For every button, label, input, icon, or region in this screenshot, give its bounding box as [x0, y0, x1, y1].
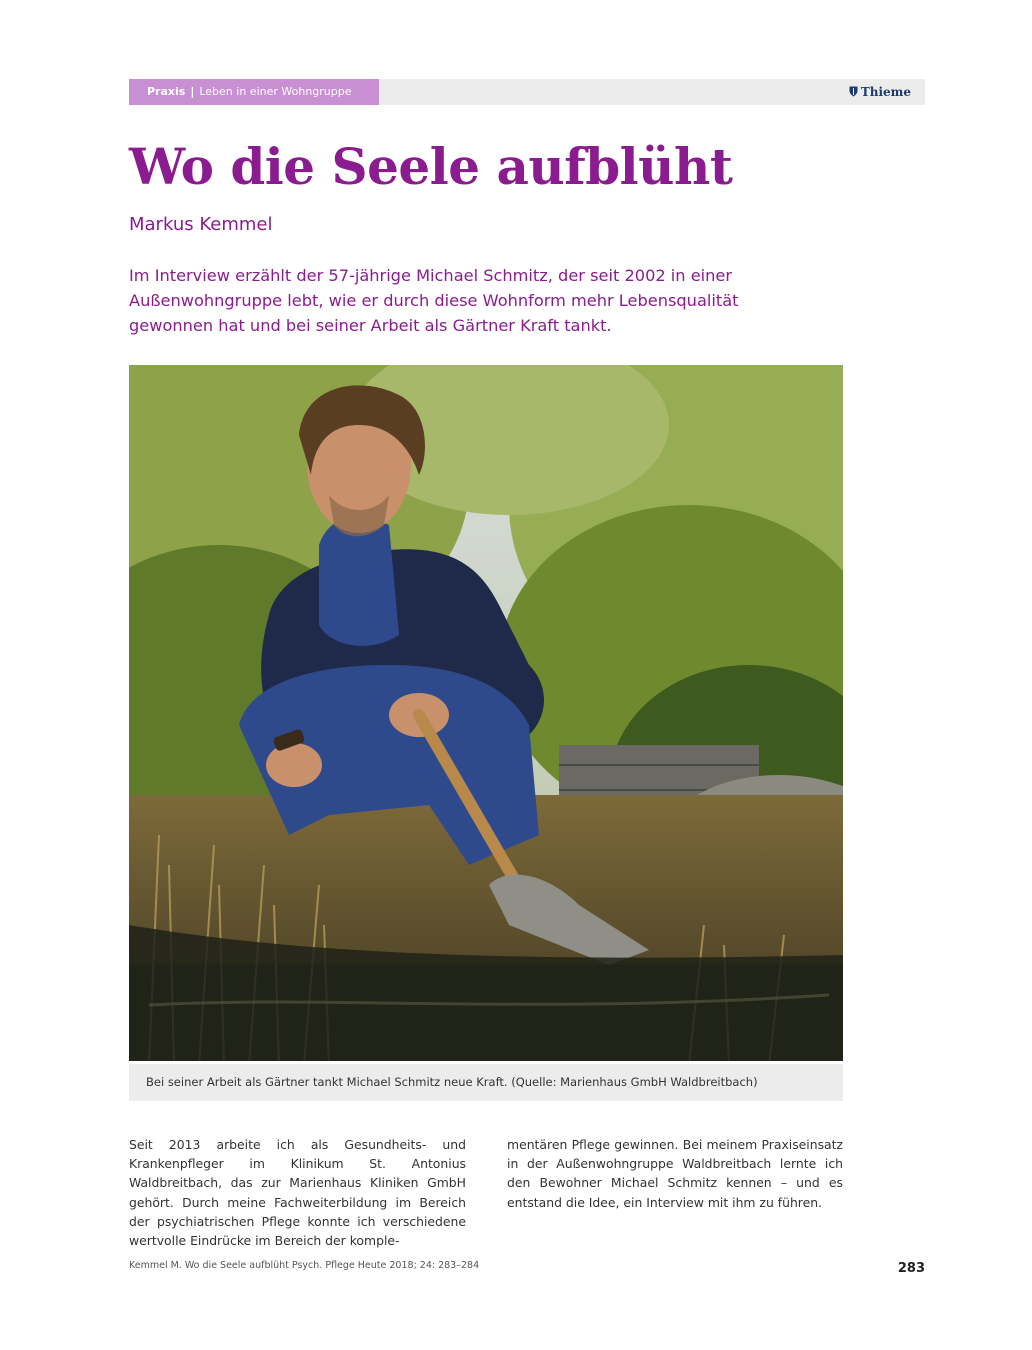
publisher-logo: [849, 79, 911, 105]
body-column-left: Seit 2013 arbeite ich als Gesundheits- und Krankenpfleger im Klinikum St. Antonius Waldbreitbach, das zur Marienhaus Kliniken GmbH gehört. Durch meine Fachweiterbildung im Bereich der psychiatrischen Pflege konnte ich verschiedene wertvolle Eindrücke im Bereich der komple-: [129, 1137, 466, 1249]
publisher-name: Thieme: [860, 85, 911, 99]
figure-caption: Bei seiner Arbeit als Gärtner tankt Michael Schmitz neue Kraft. (Quelle: Marienhaus GmbH Waldbreitbach): [129, 1064, 843, 1101]
citation-footer: Kemmel M. Wo die Seele aufblüht Psych. Pflege Heute 2018; 24: 283–284: [129, 1260, 480, 1271]
article-lead: Im Interview erzählt der 57-jährige Michael Schmitz, der seit 2002 in einer Außenwohngruppe lebt, wie er durch diese Wohnform mehr Lebensqualität gewonnen hat und bei seiner Arbeit als Gärtner Kraft tankt.: [129, 266, 739, 335]
page-number: 283: [897, 1261, 925, 1276]
article-title: Wo die Seele aufblüht: [129, 137, 733, 196]
gardener-photo-illustration: [129, 365, 843, 1061]
running-header: [129, 79, 925, 105]
body-column-right: mentären Pflege gewinnen. Bei meinem Praxiseinsatz in der Außenwohngruppe Waldbreitbach lernte ich den Bewohner Michael Schmitz kennen – und es entstand die Idee, ein Interview mit ihm zu führen.: [507, 1137, 843, 1210]
subsection-name: Leben in einer Wohngruppe: [199, 85, 352, 98]
section-separator: |: [190, 85, 195, 98]
thieme-shield-icon: [849, 86, 858, 97]
article-author: Markus Kemmel: [129, 214, 273, 235]
article-photo: [129, 365, 843, 1061]
section-label: [129, 79, 379, 105]
section-name: Praxis: [147, 85, 186, 98]
